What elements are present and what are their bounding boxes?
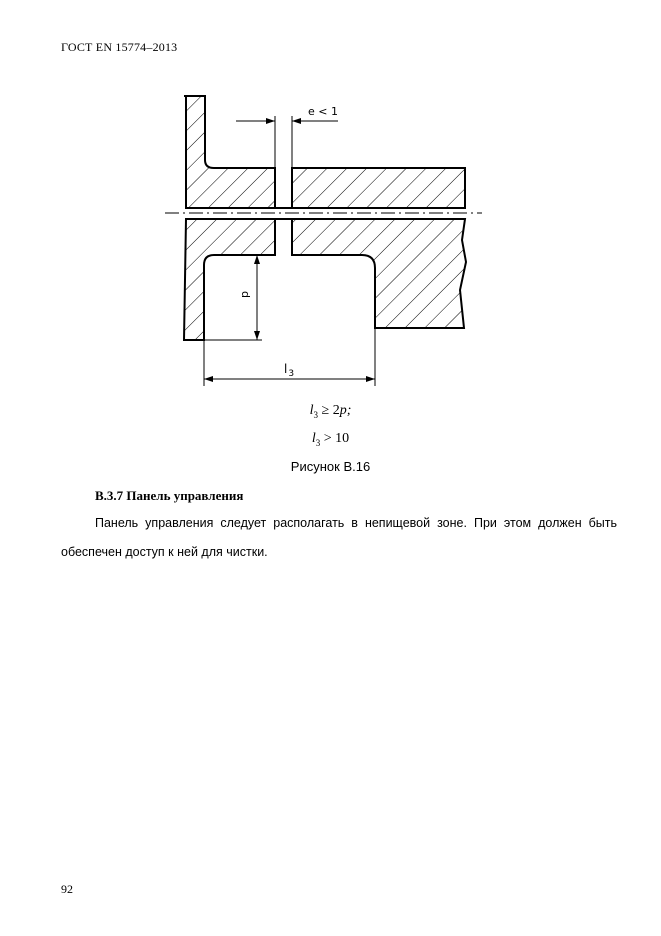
document-header: ГОСТ EN 15774–2013 — [61, 40, 178, 54]
section-heading: В.3.7 Панель управления — [95, 488, 244, 503]
gap-arrow-right — [292, 118, 301, 124]
section-paragraph: Панель управления следует располагать в непищевой зоне. При этом должен быть обеспечен доступ к ней для чистки. — [61, 516, 617, 559]
gap-label: e < 1 — [308, 105, 338, 118]
formula-2: $l_3 > 10$ — [311, 431, 350, 448]
p-arrow-top — [254, 255, 260, 264]
right-lower-block — [292, 219, 466, 328]
p-label: p — [238, 291, 251, 298]
page-number: 92 — [61, 882, 73, 896]
right-upper-block — [292, 168, 465, 208]
figure-caption: Рисунок В.16 — [290, 459, 371, 474]
gap-arrow-left — [266, 118, 275, 124]
l3-arrow-left — [204, 376, 213, 382]
l3-label: $l_3$ — [284, 362, 295, 379]
left-upper-bracket — [184, 96, 275, 208]
l3-arrow-right — [366, 376, 375, 382]
p-arrow-bottom — [254, 331, 260, 340]
left-lower-bracket — [184, 219, 275, 340]
formula-1: $l_3 \ge 2p$; — [309, 403, 352, 420]
